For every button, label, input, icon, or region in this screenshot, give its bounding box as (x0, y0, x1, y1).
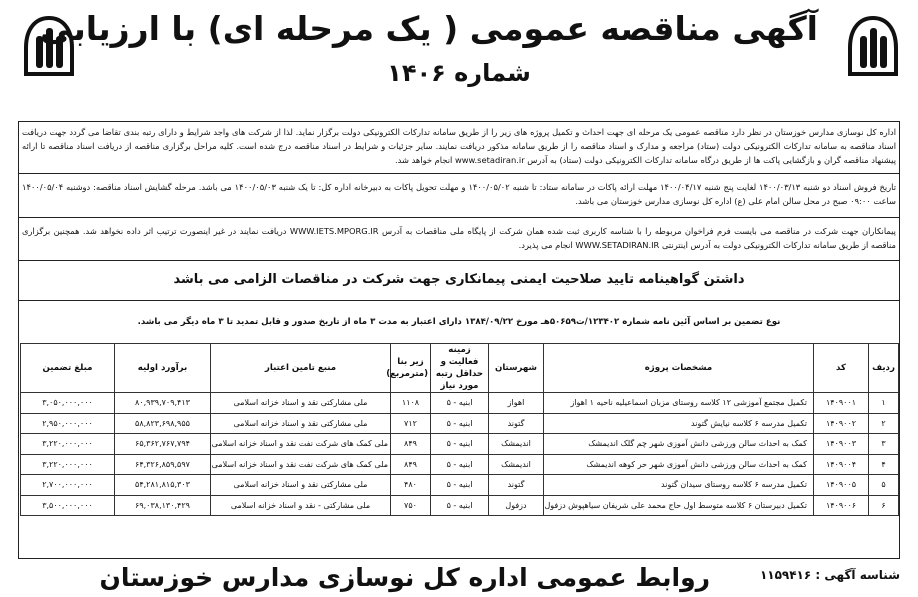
cell-field: ابنیه - ۵ (431, 495, 489, 516)
header-code: کد (814, 344, 869, 393)
contractors-paragraph: پیمانکاران جهت شرکت در مناقصه می بایست فرم فراخوان مربوطه را با شناسه کاربری ثبت شده همان شرکت از پایگاه ملی مناقصات به آدرس WWW.IETS.MPORG.IR دریافت نمایند در غیر اینصورت ترتیب اثر داده نخواهد شد. همچنین برگزاری مناقصه از طریق سامانه تدارکات الکترونیکی دولت به آدرس اینترنتی WWW.SETADIRAN.IR انجام می پذیرد. (22, 226, 896, 250)
cell-project: تکمیل مدرسه ۶ کلاسه نیایش گتوند (544, 413, 814, 434)
cell-area: ۸۴۹ (391, 434, 431, 455)
cell-code: ۱۴۰۹۰۰۴ (814, 454, 869, 475)
cell-deposit: ۲,۷۰۰,۰۰۰,۰۰۰ (21, 475, 115, 496)
cell-deposit: ۲,۹۵۰,۰۰۰,۰۰۰ (21, 413, 115, 434)
intro-paragraph: اداره کل نوسازی مدارس خوزستان در نظر دارد مناقصه عمومی یک مرحله ای جهت احداث و تکمیل پروژه های زیر را از طریق سامانه تدارکات الکترونیکی دولت برگزار نماید. لذا از شرکت های واجد شرایط و دارای رتبه بندی تقاضا می گردد جهت دریافت اسناد مناقصه به سامانه تدارکات الکترونیکی دولت (ستاد) مراجعه و مدارک و اسناد مناقصه را از طریق سامانه مذکور دریافت نمایند. سایر جزئیات و شرایط در اسناد مناقصه درج شده است. کلیه مراحل برگزاری مناقصه از دریافت اسناد مناقصه تا ارائه پیشنهاد مناقصه گران و بازگشایی پاکت ها از طریق درگاه سامانه تدارکات الکترونیکی دولت (ستاد) به آدرس www.setadiran.ir انجام خواهد شد. (22, 127, 896, 165)
cell-city: اهواز (489, 393, 544, 414)
divider (18, 217, 900, 218)
cell-project: کمک به احداث سالن ورزشی دانش آموزی شهر حر کوهه اندیمشک (544, 454, 814, 475)
cell-field: ابنیه - ۵ (431, 413, 489, 434)
cell-source: ملی مشارکتی نقد و اسناد خزانه اسلامی (211, 393, 391, 414)
emblem-logo-right (838, 10, 908, 80)
header-city: شهرستان (489, 344, 544, 393)
cell-field: ابنیه - ۵ (431, 393, 489, 414)
cell-estimate: ۶۴,۳۲۶,۸۵۹,۵۹۷ (115, 454, 211, 475)
serial-value: ۱۱۵۹۴۱۶ (759, 568, 812, 582)
divider (18, 173, 900, 174)
cell-project: کمک به احداث سالن ورزشی دانش آموزی شهر چم گلک اندیمشک (544, 434, 814, 455)
safety-requirement: داشتن گواهینامه تایید صلاحیت ایمنی پیمانکاری جهت شرکت در مناقصات الزامی می باشد (173, 272, 745, 287)
cell-deposit: ۳,۵۰۰,۰۰۰,۰۰۰ (21, 495, 115, 516)
cell-city: اندیمشک (489, 454, 544, 475)
cell-row-number: ۳ (869, 434, 899, 455)
divider (18, 260, 900, 261)
cell-project: تکمیل مجتمع آموزشی ۱۲ کلاسه روستای مزبان اسماعیلیه ناحیه ۱ اهواز (544, 393, 814, 414)
notice-title: آگهی مناقصه عمومی ( یک مرحله ای) با ارزیابی (40, 9, 818, 48)
cell-code: ۱۴۰۹۰۰۳ (814, 434, 869, 455)
header-project: مشخصات پروژه (544, 344, 814, 393)
table-row (21, 454, 899, 475)
cell-estimate: ۸۰,۹۳۹,۷۰۹,۴۱۳ (115, 393, 211, 414)
cell-source: ملی کمک های شرکت نفت نقد و اسناد خزانه اسلامی (211, 454, 391, 475)
header-field: زمینه فعالیت و حداقل رتبه مورد نیاز (431, 344, 489, 393)
notice-serial (760, 568, 900, 582)
cell-area: ۷۱۲ (391, 413, 431, 434)
serial-label: شناسه آگهی : (815, 568, 900, 582)
table-row (21, 475, 899, 496)
cell-estimate: ۶۵,۳۶۲,۷۶۷,۷۹۴ (115, 434, 211, 455)
cell-source: ملی مشارکتی - نقد و اسناد خزانه اسلامی (211, 495, 391, 516)
cell-deposit: ۳,۰۵۰,۰۰۰,۰۰۰ (21, 393, 115, 414)
cell-city: گتوند (489, 475, 544, 496)
cell-field: ابنیه - ۵ (431, 434, 489, 455)
cell-code: ۱۴۰۹۰۰۲ (814, 413, 869, 434)
cell-row-number: ۶ (869, 495, 899, 516)
table-row (21, 495, 899, 516)
cell-area: ۱۱۰۸ (391, 393, 431, 414)
cell-source: ملی کمک های شرکت نفت نقد و اسناد خزانه اسلامی (211, 434, 391, 455)
cell-deposit: ۳,۲۲۰,۰۰۰,۰۰۰ (21, 454, 115, 475)
cell-field: ابنیه - ۵ (431, 454, 489, 475)
dates-paragraph: تاریخ فروش اسناد دو شنبه ۱۴۰۰/۰۳/۱۳ لغایت پنج شنبه ۱۴۰۰/۰۴/۱۷ مهلت ارائه پاکات در سامانه ستاد: تا شنبه ۱۴۰۰/۰۵/۰۲ و مهلت تحویل پاکات به دبیرخانه اداره کل: تا یک شنبه ۱۴۰۰/۰۵/۰۳ می باشد. مرحله گشایش اسناد مناقصه: دوشنبه ۱۴۰۰/۰۵/۰۴ ساعت ۰۹:۰۰ صبح در محل سالن امام علی (ع) اداره کل نوسازی مدارس خوزستان می باشد. (22, 182, 897, 206)
cell-city: اندیمشک (489, 434, 544, 455)
table-row (21, 393, 899, 414)
header-deposit: مبلغ تضمین (21, 344, 115, 393)
projects-table (20, 343, 899, 516)
cell-source: ملی مشارکتی نقد و اسناد خزانه اسلامی (211, 413, 391, 434)
divider (18, 300, 900, 301)
cell-area: ۸۴۹ (391, 454, 431, 475)
cell-area: ۴۸۰ (391, 475, 431, 496)
footer-organization: روابط عمومی اداره کل نوسازی مدارس خوزستان (99, 563, 710, 592)
cell-row-number: ۵ (869, 475, 899, 496)
header-area: زیر بنا (مترمربع) (391, 344, 431, 393)
cell-field: ابنیه - ۵ (431, 475, 489, 496)
cell-estimate: ۵۴,۲۸۱,۸۱۵,۳۰۳ (115, 475, 211, 496)
table-row (21, 434, 899, 455)
guarantee-note: نوع تضمین بر اساس آئین نامه شماره ۱۲۳۴۰۲/ت۵۰۶۵۹هـ مورخ ۱۳۸۴/۰۹/۲۲ دارای اعتبار به مدت ۳ ماه از تاریخ صدور و قابل تمدید تا ۳ ماه دیگر می باشد. (137, 317, 781, 327)
cell-project: تکمیل دبیرستان ۶ کلاسه متوسط اول حاج محمد علی شریفان سیاهپوش دزفول (544, 495, 814, 516)
cell-city: گتوند (489, 413, 544, 434)
cell-area: ۷۵۰ (391, 495, 431, 516)
cell-project: تکمیل مدرسه ۶ کلاسه روستای سیدان گتوند (544, 475, 814, 496)
cell-row-number: ۲ (869, 413, 899, 434)
cell-deposit: ۳,۲۲۰,۰۰۰,۰۰۰ (21, 434, 115, 455)
header-estimate: برآورد اولیه (115, 344, 211, 393)
table-row (21, 413, 899, 434)
cell-source: ملی مشارکتی نقد و اسناد خزانه اسلامی (211, 475, 391, 496)
notice-number: شماره ۱۴۰۶ (387, 59, 531, 87)
cell-row-number: ۱ (869, 393, 899, 414)
header-row-number: ردیف (869, 344, 899, 393)
table-header-row (21, 344, 899, 393)
cell-code: ۱۴۰۹۰۰۵ (814, 475, 869, 496)
cell-code: ۱۴۰۹۰۰۱ (814, 393, 869, 414)
cell-code: ۱۴۰۹۰۰۶ (814, 495, 869, 516)
cell-estimate: ۵۸,۸۲۳,۶۹۸,۹۵۵ (115, 413, 211, 434)
cell-estimate: ۶۹,۰۳۸,۱۳۰,۴۲۹ (115, 495, 211, 516)
cell-row-number: ۴ (869, 454, 899, 475)
header-source: منبع تامین اعتبار (211, 344, 391, 393)
cell-city: دزفول (489, 495, 544, 516)
